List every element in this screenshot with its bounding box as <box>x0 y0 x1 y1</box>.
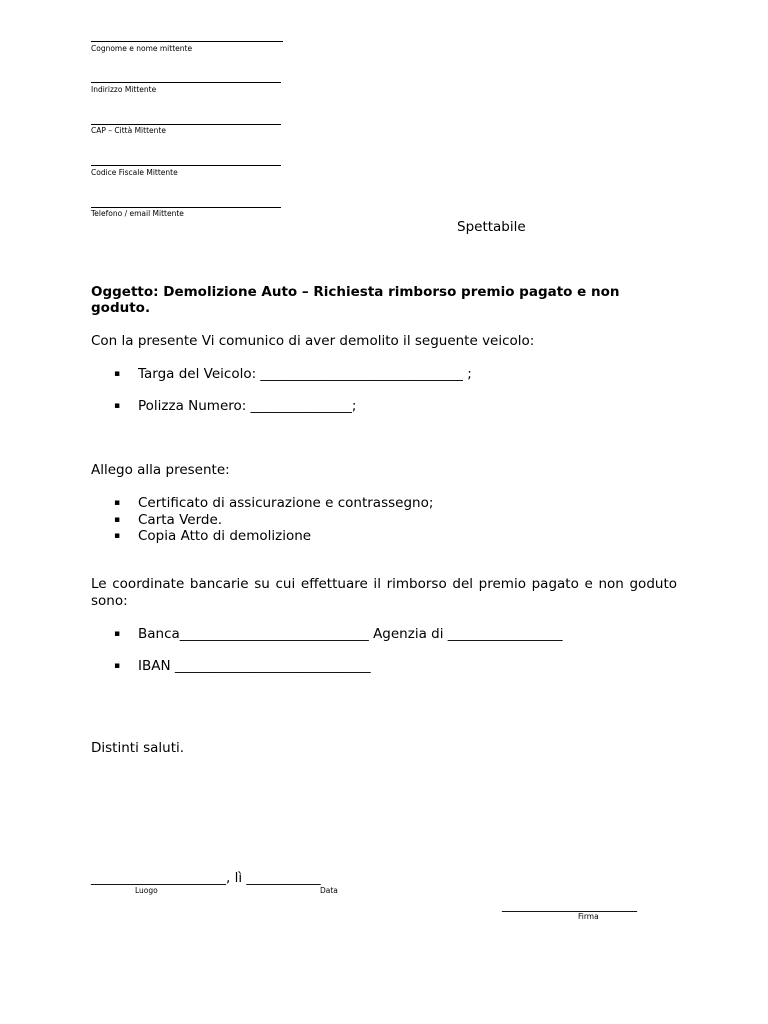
sender-contact-caption: Telefono / email Mittente <box>91 209 184 218</box>
list-item-plate: Targa del Veicolo: ______________________________ ; <box>138 366 472 382</box>
closing-text: Distinti saluti. <box>91 740 185 756</box>
bullet-icon: ▪ <box>114 531 121 541</box>
sender-address-line <box>91 82 281 83</box>
bullet-icon: ▪ <box>114 498 121 508</box>
bullet-icon: ▪ <box>114 661 121 671</box>
bank-intro: Le coordinate bancarie su cui effettuare il rimborso del premio pagato e non goduto sono: <box>91 576 677 609</box>
sender-address-caption: Indirizzo Mittente <box>91 85 157 94</box>
place-caption: Luogo <box>135 886 158 895</box>
place-date-line: ____________________, lì ___________ <box>91 870 321 886</box>
date-caption: Data <box>320 886 338 895</box>
signature-line: ____________________ <box>502 897 637 913</box>
bullet-icon: ▪ <box>114 369 121 379</box>
intro-text: Con la presente Vi comunico di aver demolito il seguente veicolo: <box>91 333 535 349</box>
list-item-certificate: Certificato di assicurazione e contrassegno; <box>138 495 434 511</box>
attach-intro: Allego alla presente: <box>91 462 230 478</box>
sender-taxcode-line <box>91 165 281 166</box>
list-item-green-card: Carta Verde. <box>138 512 223 528</box>
list-item-policy: Polizza Numero: _______________; <box>138 398 357 414</box>
sender-taxcode-caption: Codice Fiscale Mittente <box>91 168 178 177</box>
sender-city-caption: CAP – Città Mittente <box>91 126 166 135</box>
signature-caption: Firma <box>578 912 599 921</box>
subject-line-1: Oggetto: Demolizione Auto – Richiesta rimborso premio pagato e non <box>91 284 620 300</box>
list-item-bank: Banca____________________________ Agenzia di _________________ <box>138 626 563 642</box>
sender-city-line <box>91 124 281 125</box>
list-item-demolition-act: Copia Atto di demolizione <box>138 528 312 544</box>
sender-contact-line <box>91 207 281 208</box>
bullet-icon: ▪ <box>114 629 121 639</box>
subject-line-2: goduto. <box>91 300 151 316</box>
bullet-icon: ▪ <box>114 401 121 411</box>
sender-name-line <box>91 41 283 42</box>
list-item-iban: IBAN _____________________________ <box>138 658 371 674</box>
sender-name-caption: Cognome e nome mittente <box>91 44 193 53</box>
recipient-salutation: Spettabile <box>457 219 526 235</box>
bullet-icon: ▪ <box>114 515 121 525</box>
